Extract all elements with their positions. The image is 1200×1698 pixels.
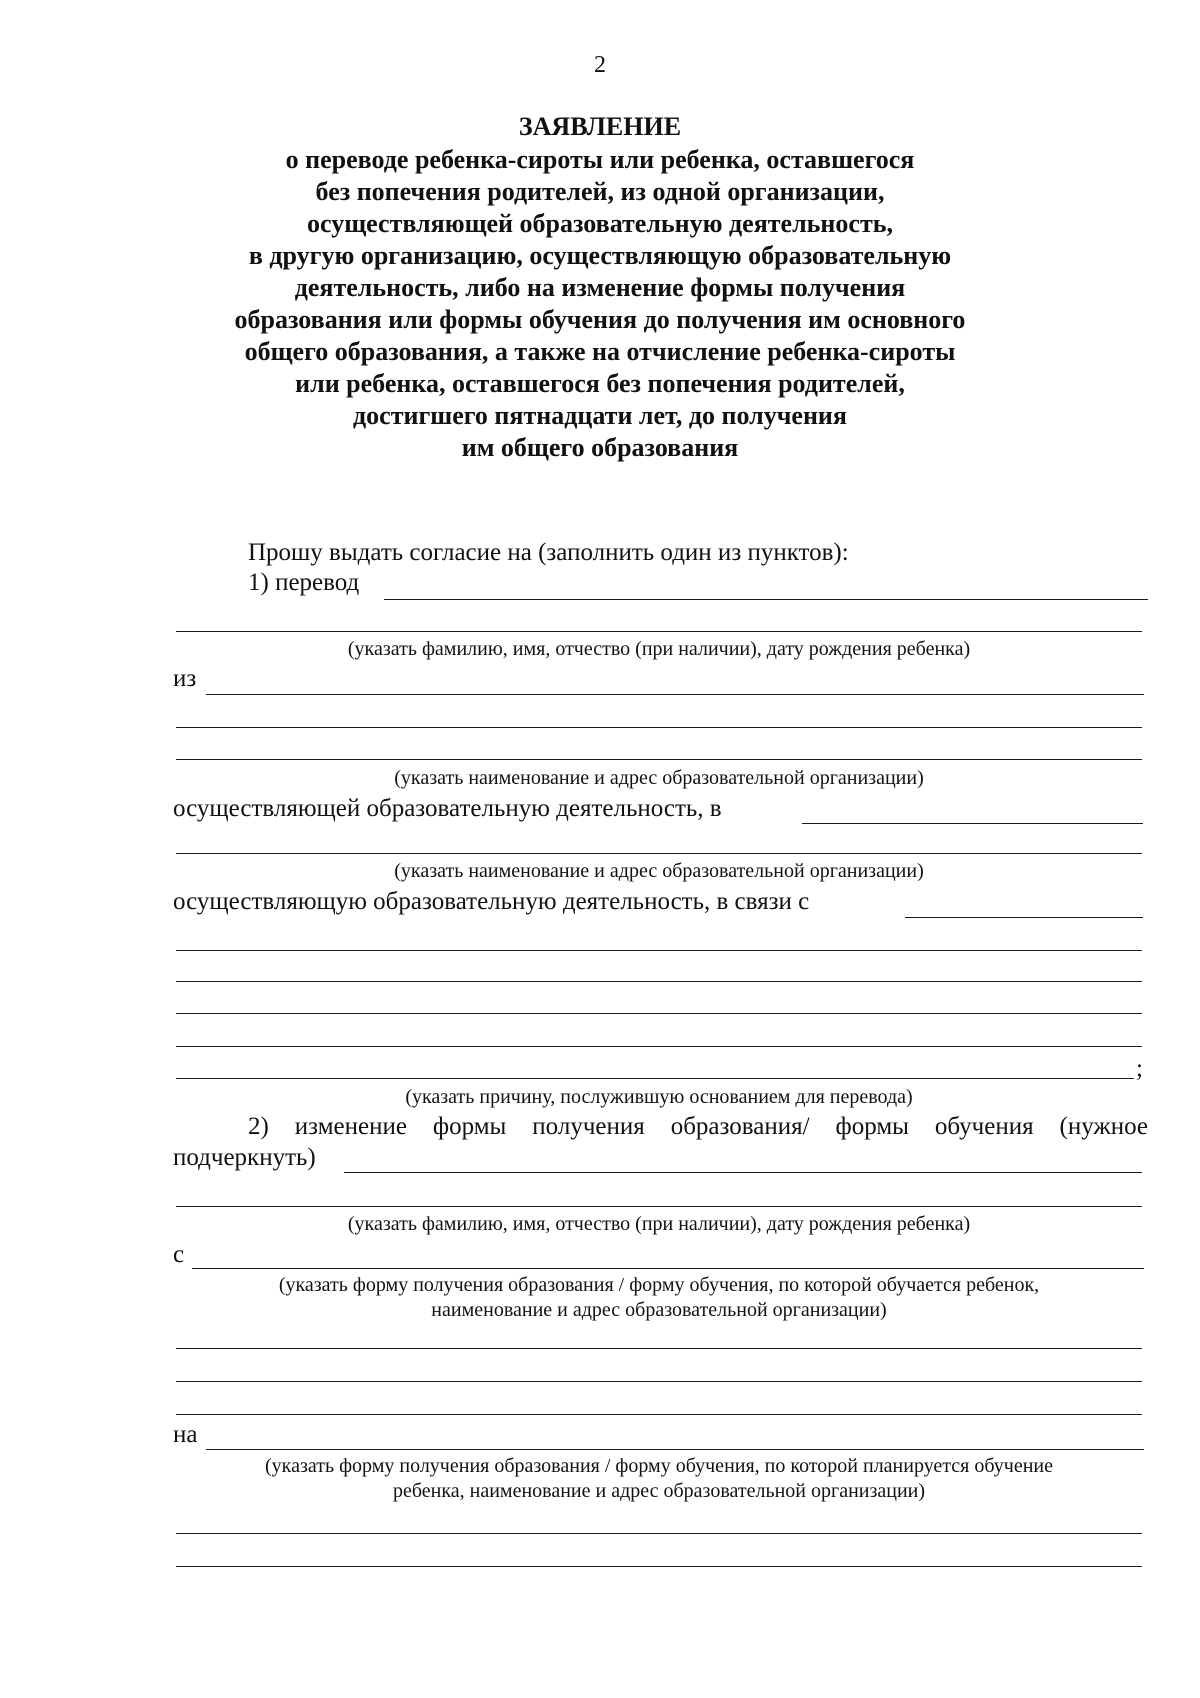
from-form-label: с bbox=[173, 1241, 185, 1268]
current-form-field-4[interactable] bbox=[176, 1414, 1142, 1415]
intro-text: Прошу выдать согласие на (заполнить один из пунктов): bbox=[248, 539, 849, 566]
hint-org: (указать наименование и адрес образовательной организации) bbox=[394, 767, 924, 789]
document-title: ЗАЯВЛЕНИЕ bbox=[518, 112, 682, 141]
reason-field-6[interactable] bbox=[176, 1078, 1134, 1079]
hint-form-planned-2: ребенка, наименование и адрес образовательной организации) bbox=[392, 1480, 926, 1502]
subtitle-line: достигшего пятнадцати лет, до получения bbox=[353, 401, 847, 430]
subtitle-line: им общего образования bbox=[461, 433, 739, 462]
semicolon: ; bbox=[1136, 1055, 1143, 1082]
child-name-field-item2-2[interactable] bbox=[176, 1206, 1142, 1207]
org-from-label: осуществляющей образовательную деятельность, в bbox=[173, 795, 722, 822]
hint-child: (указать фамилию, имя, отчество (при наличии), дату рождения ребенка) bbox=[347, 638, 971, 660]
reason-field-5[interactable] bbox=[176, 1046, 1142, 1047]
hint-org2: (указать наименование и адрес образовательной организации) bbox=[394, 860, 924, 882]
org-to-label: осуществляющую образовательную деятельность, в связи с bbox=[173, 888, 810, 915]
hint-child2: (указать фамилию, имя, отчество (при наличии), дату рождения ребенка) bbox=[347, 1213, 971, 1235]
document-subtitle bbox=[0, 144, 1200, 464]
hint-reason: (указать причину, послужившую основанием для перевода) bbox=[405, 1086, 913, 1108]
subtitle-line: в другую организацию, осуществляющую образовательную bbox=[248, 241, 952, 270]
to-form-label: на bbox=[173, 1421, 198, 1448]
current-form-field[interactable] bbox=[192, 1268, 1144, 1269]
hint-form-planned-1: (указать форму получения образования / форму обучения, по которой планируется обучение bbox=[265, 1455, 1053, 1477]
subtitle-line: или ребенка, оставшегося без попечения родителей, bbox=[295, 369, 905, 398]
subtitle-line: о переводе ребенка-сироты или ребенка, оставшегося bbox=[285, 145, 915, 174]
page-number: 2 bbox=[594, 52, 606, 78]
child-name-field[interactable] bbox=[384, 599, 1148, 600]
planned-form-field-2[interactable] bbox=[176, 1533, 1142, 1534]
reason-field-2[interactable] bbox=[176, 950, 1142, 951]
subtitle-line: общего образования, а также на отчисление ребенка-сироты bbox=[244, 337, 956, 366]
hint-form-current-2: наименование и адрес образовательной организации) bbox=[431, 1299, 887, 1321]
org-from-field[interactable] bbox=[206, 694, 1144, 695]
item2-line2: подчеркнуть) bbox=[173, 1144, 316, 1171]
hint-form-current-1: (указать форму получения образования / форму обучения, по которой обучается ребенок, bbox=[278, 1274, 1040, 1296]
child-name-field-2[interactable] bbox=[176, 631, 1142, 632]
planned-form-field[interactable] bbox=[206, 1449, 1144, 1450]
current-form-field-2[interactable] bbox=[176, 1348, 1142, 1349]
org-to-field-2[interactable] bbox=[176, 853, 1142, 854]
subtitle-line: осуществляющей образовательную деятельность, bbox=[307, 209, 893, 238]
org-from-field-3[interactable] bbox=[176, 759, 1142, 760]
item2-line1: 2) изменение формы получения образования/ формы обучения (нужное bbox=[248, 1113, 1148, 1140]
reason-field[interactable] bbox=[905, 917, 1143, 918]
subtitle-line: деятельность, либо на изменение формы получения bbox=[294, 273, 906, 302]
subtitle-line: образования или формы обучения до получения им основного bbox=[234, 305, 966, 334]
org-to-field[interactable] bbox=[802, 823, 1143, 824]
subtitle-line: без попечения родителей, из одной организации, bbox=[315, 177, 885, 206]
planned-form-field-3[interactable] bbox=[176, 1566, 1142, 1567]
current-form-field-3[interactable] bbox=[176, 1381, 1142, 1382]
reason-field-4[interactable] bbox=[176, 1013, 1142, 1014]
from-label: из bbox=[173, 665, 197, 692]
child-name-field-item2[interactable] bbox=[344, 1172, 1142, 1173]
reason-field-3[interactable] bbox=[176, 981, 1142, 982]
item1-label: 1) перевод bbox=[248, 569, 360, 596]
org-from-field-2[interactable] bbox=[176, 727, 1142, 728]
